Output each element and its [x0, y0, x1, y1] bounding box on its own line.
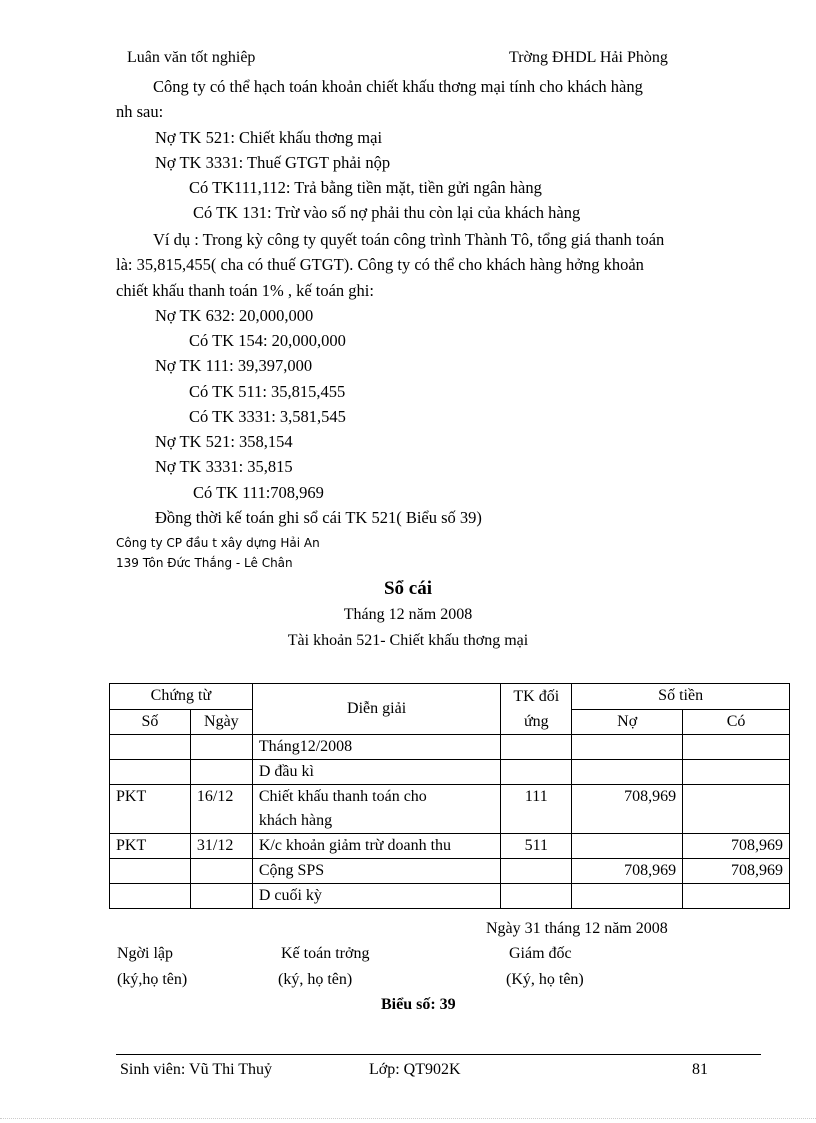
paragraph-line: là: 35,815,455( cha có thuế GTGT). Công ty có thể cho khách hàng hởng khoản [116, 255, 644, 274]
sign-date: Ngày 31 tháng 12 năm 2008 [486, 920, 668, 937]
col-description: Diễn giải [252, 684, 501, 735]
table-header-row [110, 684, 790, 710]
cell-debit: 708,969 [572, 859, 683, 884]
cell-desc-text: K/c khoản giảm trừ doanh thu [258, 837, 452, 854]
page-number: 81 [692, 1061, 708, 1078]
paragraph-line: nh sau: [116, 102, 164, 121]
footer-divider [116, 1054, 761, 1055]
journal-line: Có TK 111:708,969 [193, 483, 324, 502]
cell-date: 31/12 [190, 834, 252, 859]
cell-desc [252, 884, 501, 909]
cell-date [190, 760, 252, 785]
cell-tk [501, 735, 572, 760]
cell-no: PKT [110, 834, 191, 859]
cell-desc-text-2: khách hàng [258, 812, 333, 829]
cell-no [110, 884, 191, 909]
ledger-table [109, 683, 790, 909]
entry-line: Nợ TK 521: Chiết khấu thơng mại [155, 128, 383, 147]
header-thesis: Luân văn tốt nghiêp [127, 49, 256, 66]
company-name: Công ty CP đầu t xây dựng Hải An [116, 536, 320, 550]
cell-no [110, 859, 191, 884]
table-row [110, 760, 790, 785]
cell-credit [683, 884, 790, 909]
cell-credit [683, 760, 790, 785]
col-amount: Số tiền [572, 684, 790, 710]
ledger-title: Sổ cái [383, 578, 433, 599]
journal-line: Nợ TK 521: 358,154 [155, 432, 293, 451]
tk-label-2: ứng [523, 713, 549, 730]
header-school: Trờng ĐHDL Hải Phòng [509, 49, 668, 66]
footer-student: Sinh viên: Vũ Thi Thuỷ [120, 1061, 273, 1078]
preparer-title: Ngời lập [117, 945, 174, 962]
cell-desc-text: Tháng12/2008 [258, 738, 353, 755]
journal-line: Có TK 154: 20,000,000 [189, 331, 346, 350]
journal-line: Nợ TK 632: 20,000,000 [155, 306, 314, 325]
cell-desc [252, 859, 501, 884]
col-credit: Có [683, 709, 790, 735]
cell-desc [252, 834, 501, 859]
journal-line: Có TK 3331: 3,581,545 [189, 407, 346, 426]
journal-line: Có TK 511: 35,815,455 [189, 382, 346, 401]
cell-desc-text: D cuối kỳ [258, 887, 322, 904]
cell-desc-text: Chiết khấu thanh toán cho [258, 788, 427, 805]
journal-line: Nợ TK 3331: 35,815 [155, 457, 293, 476]
cell-desc [252, 785, 501, 834]
col-voucher-date: Ngày [190, 709, 252, 735]
accountant-sign-note: (ký, họ tên) [278, 971, 353, 988]
table-row [110, 785, 790, 834]
cell-date [190, 884, 252, 909]
director-sign-note: (Ký, họ tên) [506, 971, 584, 988]
cell-credit: 708,969 [683, 859, 790, 884]
cell-tk [501, 859, 572, 884]
table-row [110, 884, 790, 909]
col-counter-account [501, 684, 572, 735]
director-title: Giám đốc [509, 945, 572, 962]
cell-debit: 708,969 [572, 785, 683, 834]
cell-tk: 111 [501, 785, 572, 834]
cell-date: 16/12 [190, 785, 252, 834]
cell-credit [683, 735, 790, 760]
cell-no [110, 760, 191, 785]
journal-line: Đồng thời kế toán ghi sổ cái TK 521( Biểu số 39) [155, 508, 482, 527]
table-row [110, 735, 790, 760]
tk-label-1: TK đối [513, 688, 560, 705]
cell-desc [252, 760, 501, 785]
cell-debit [572, 735, 683, 760]
ledger-account: Tài khoản 521- Chiết khấu thơng mại [287, 632, 529, 649]
preparer-sign-note: (ký,họ tên) [117, 971, 188, 988]
cell-desc-text: Cộng SPS [258, 862, 325, 879]
entry-line: Nợ TK 3331: Thuế GTGT phải nộp [155, 153, 391, 172]
company-address: 139 Tôn Đức Thắng - Lê Chân [116, 556, 293, 570]
cell-desc [252, 735, 501, 760]
cell-tk [501, 760, 572, 785]
cell-tk [501, 884, 572, 909]
cell-desc-text: D đầu kì [258, 763, 314, 780]
cell-no [110, 735, 191, 760]
journal-line: Nợ TK 111: 39,397,000 [155, 356, 313, 375]
cell-date [190, 735, 252, 760]
page-bottom-border [0, 1118, 816, 1119]
entry-line: Có TK 131: Trừ vào số nợ phải thu còn lại của khách hàng [193, 203, 581, 222]
cell-credit [683, 785, 790, 834]
paragraph-line: Ví dụ : Trong kỳ công ty quyết toán công trình Thành Tô, tổng giá thanh toán [153, 230, 665, 249]
footer-class: Lớp: QT902K [369, 1061, 461, 1078]
ledger-period: Tháng 12 năm 2008 [343, 606, 473, 623]
cell-debit [572, 760, 683, 785]
col-debit: Nợ [572, 709, 683, 735]
cell-date [190, 859, 252, 884]
accountant-title: Kế toán trởng [281, 945, 370, 962]
cell-tk: 511 [501, 834, 572, 859]
col-voucher: Chứng từ [110, 684, 253, 710]
table-caption: Biểu số: 39 [381, 996, 456, 1013]
table-row [110, 834, 790, 859]
cell-credit: 708,969 [683, 834, 790, 859]
paragraph-line: chiết khấu thanh toán 1% , kế toán ghi: [116, 281, 374, 300]
entry-line: Có TK111,112: Trả bằng tiền mặt, tiền gửi ngân hàng [189, 178, 542, 197]
col-voucher-no: Số [110, 709, 191, 735]
paragraph-line: Công ty có thể hạch toán khoản chiết khấu thơng mại tính cho khách hàng [153, 77, 643, 96]
table-row [110, 859, 790, 884]
cell-debit [572, 884, 683, 909]
cell-debit [572, 834, 683, 859]
cell-no: PKT [110, 785, 191, 834]
